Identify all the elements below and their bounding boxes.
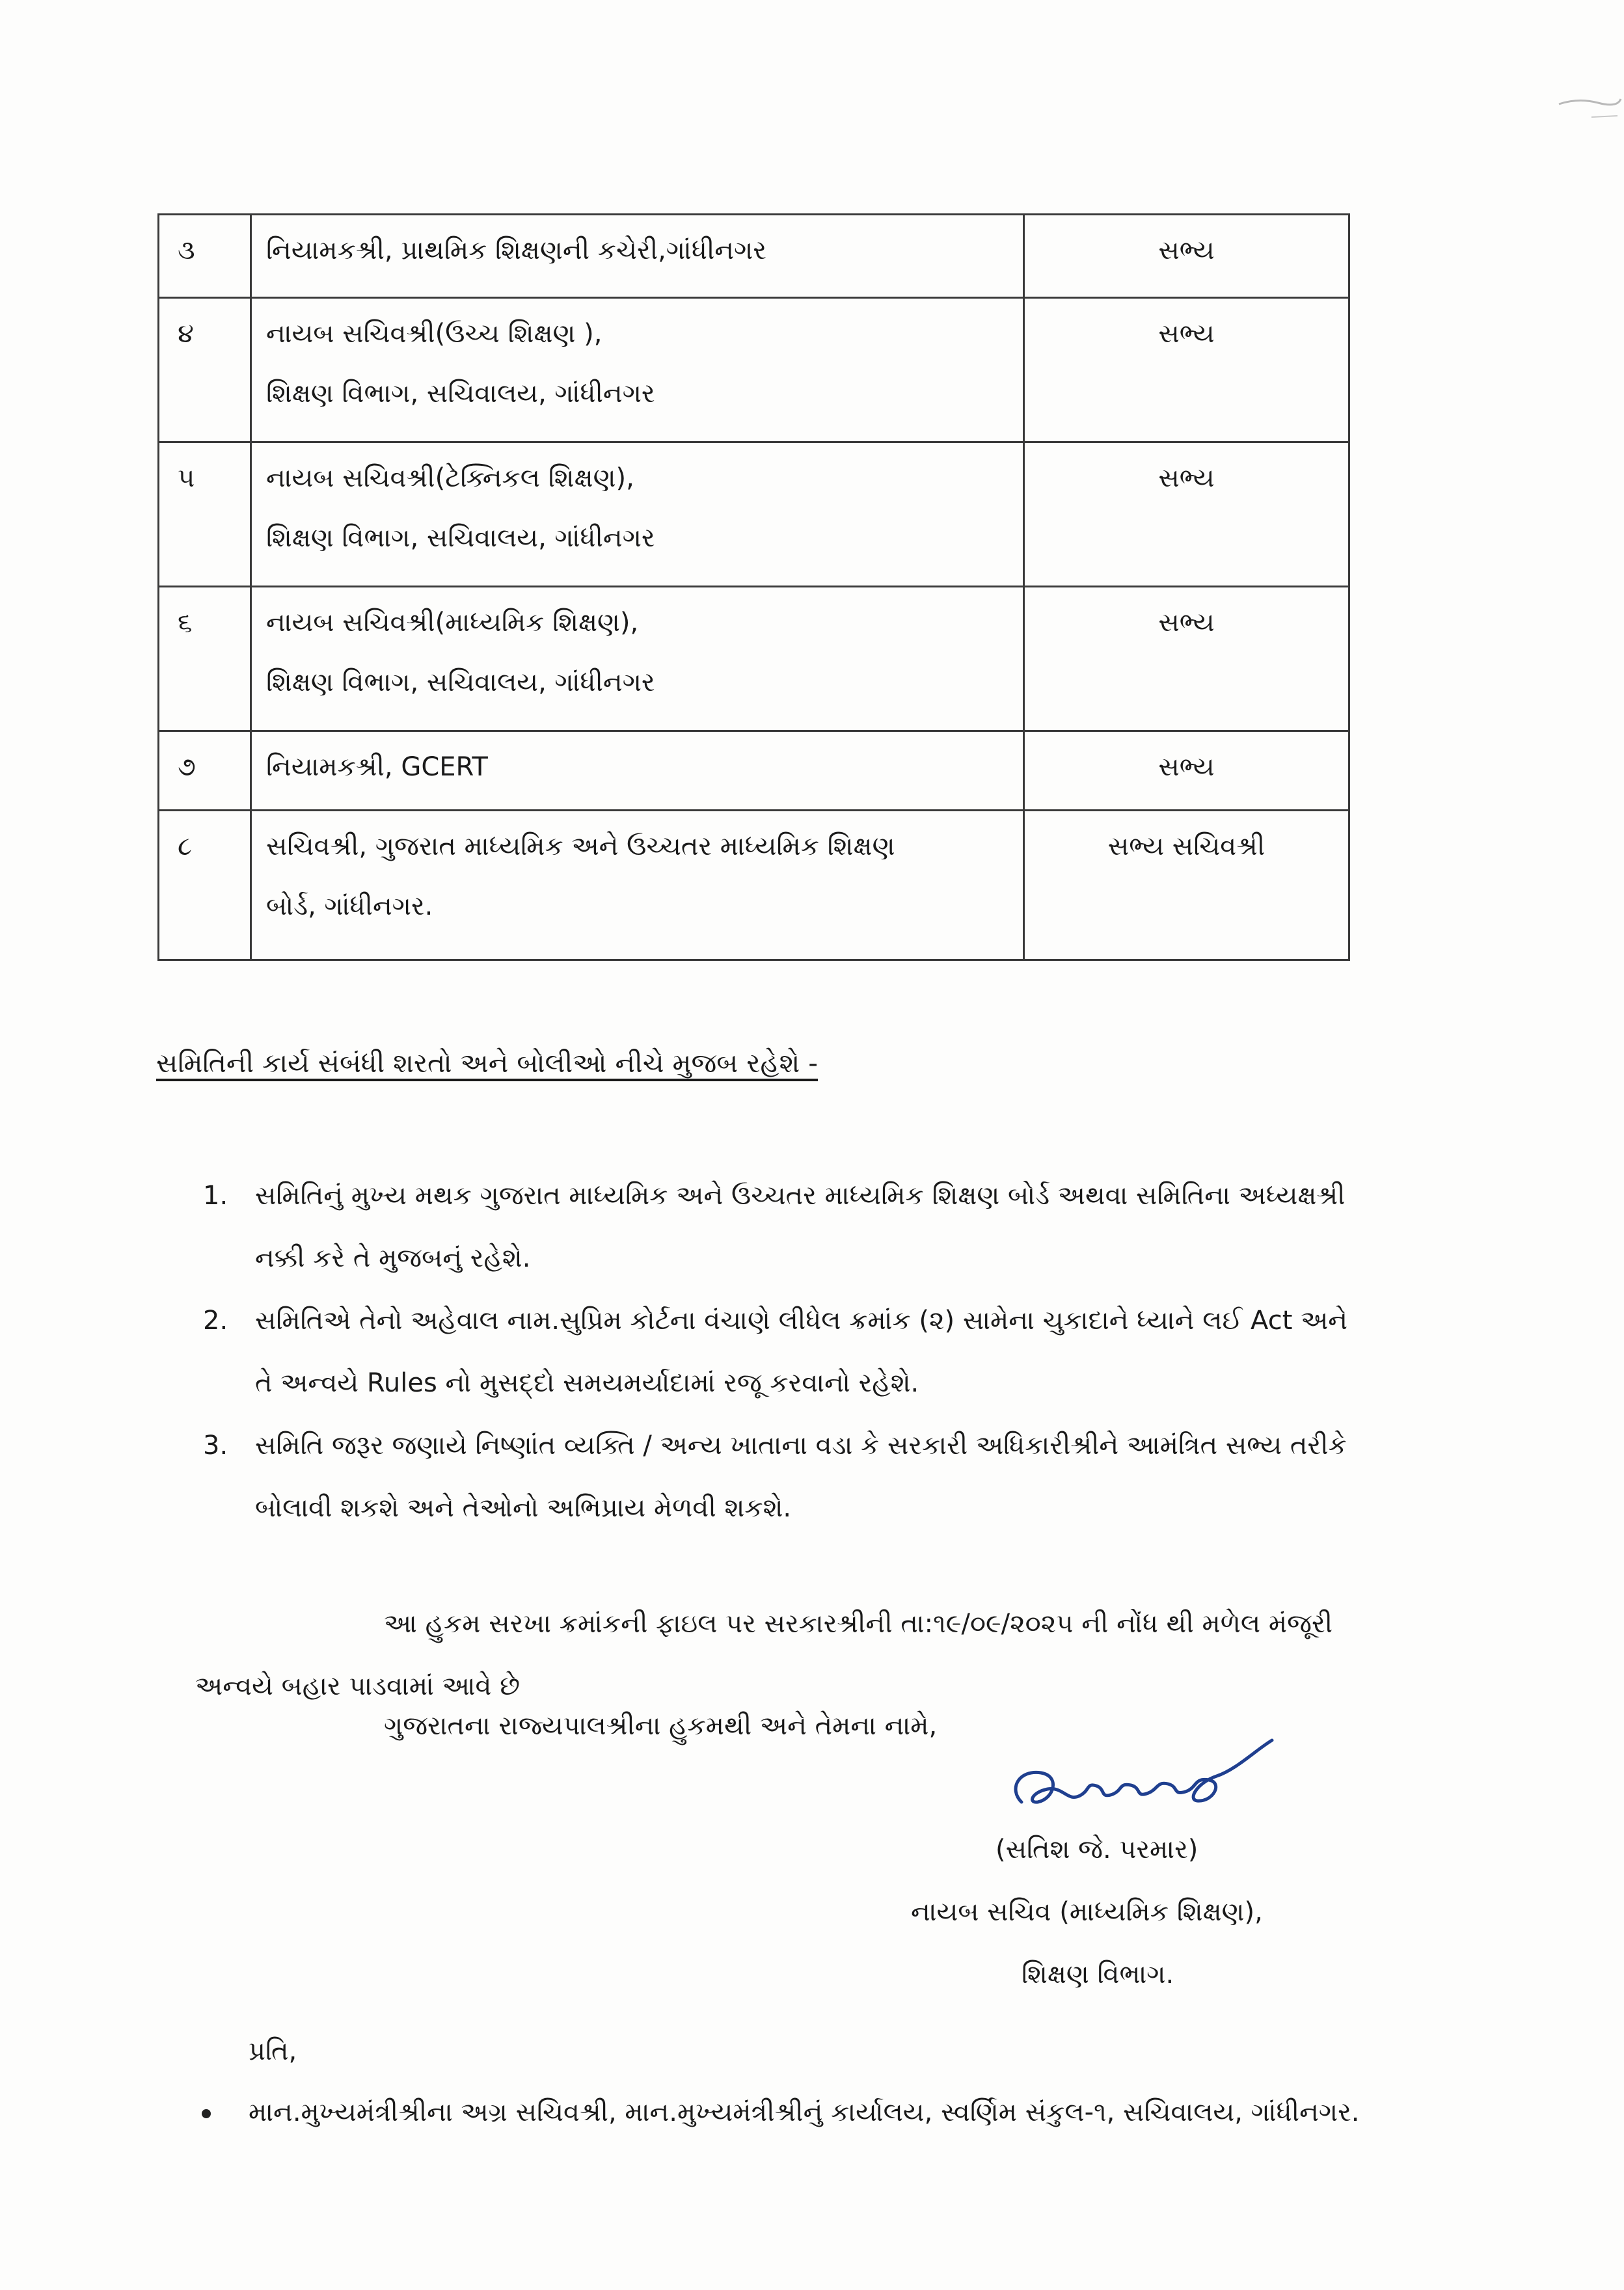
signatory-name: (સતિશ જે. પરમાર) bbox=[995, 1835, 1198, 1865]
member-role: સભ્ય bbox=[1024, 587, 1349, 731]
member-name-line: નિયામકશ્રી, GCERT bbox=[266, 752, 488, 782]
terms-heading: સમિતિની કાર્ય સંબંધી શરતો અને બોલીઓ નીચે મુજબ રહેશે - bbox=[156, 1047, 819, 1079]
order-paragraph bbox=[195, 1593, 1509, 1717]
bullet-icon bbox=[202, 2109, 211, 2118]
item-number: 1. bbox=[203, 1181, 228, 1211]
serial-number: ૩ bbox=[159, 215, 251, 298]
term-line: નક્કી કરે તે મુજબનું રહેશે. bbox=[255, 1243, 531, 1273]
serial-number: ૪ bbox=[159, 298, 251, 442]
table-row bbox=[159, 442, 1349, 587]
member-role: સભ્ય bbox=[1024, 731, 1349, 811]
serial-number: ૬ bbox=[159, 587, 251, 731]
list-item bbox=[195, 1289, 1522, 1414]
member-role: સભ્ય bbox=[1024, 442, 1349, 587]
member-name-line: શિક્ષણ વિભાગ, સચિવાલય, ગાંધીનગર bbox=[266, 379, 655, 409]
terms-list bbox=[195, 1165, 1522, 1539]
member-name-line: શિક્ષણ વિભાગ, સચિવાલય, ગાંધીનગર bbox=[266, 523, 655, 553]
member-name bbox=[251, 442, 1024, 587]
serial-number: ૫ bbox=[159, 442, 251, 587]
member-name-line: નાયબ સચિવશ્રી(ઉચ્ચ શિક્ષણ ), bbox=[266, 319, 602, 349]
serial-number: ૭ bbox=[159, 731, 251, 811]
list-item bbox=[195, 1414, 1522, 1539]
signatory-title: નાયબ સચિવ (માધ્યમિક શિક્ષણ), bbox=[911, 1897, 1263, 1927]
signatory-department: શિક્ષણ વિભાગ. bbox=[1022, 1960, 1174, 1989]
term-line: બોલાવી શકશે અને તેઓનો અભિપ્રાય મેળવી શકશે. bbox=[255, 1493, 792, 1523]
member-name-line: નિયામકશ્રી, પ્રાથમિક શિક્ષણની કચેરી,ગાંધીનગર bbox=[266, 236, 766, 265]
member-name bbox=[251, 215, 1024, 298]
member-role: સભ્ય સચિવશ્રી bbox=[1024, 811, 1349, 960]
recipients-list bbox=[202, 2097, 1359, 2127]
recipient-text: માન.મુખ્યમંત્રીશ્રીના અગ્ર સચિવશ્રી, માન.મુખ્યમંત્રીશ્રીનું કાર્યાલય, સ્વર્ણિમ સંકુલ-૧, સચિવાલય, ગાંધીનગર. bbox=[249, 2097, 1360, 2127]
term-line: સમિતિએ તેનો અહેવાલ નામ.સુપ્રિમ કોર્ટના વંચાણે લીધેલ ક્રમાંક (૨) સામેના ચુકાદાને ધ્યાને લઈ Act અને bbox=[255, 1306, 1348, 1336]
order-line: આ હુકમ સરખા ક્રમાંકની ફાઇલ પર સરકારશ્રીની તા:૧૯/૦૯/૨૦૨૫ ની નોંધ થી મળેલ મંજૂરી bbox=[384, 1609, 1333, 1639]
list-item bbox=[195, 1165, 1522, 1289]
member-name bbox=[251, 298, 1024, 442]
table-row bbox=[159, 215, 1349, 298]
member-name bbox=[251, 731, 1024, 811]
order-line: અન્વયે બહાર પાડવામાં આવે છે bbox=[195, 1671, 521, 1701]
member-role: સભ્ય bbox=[1024, 215, 1349, 298]
member-name bbox=[251, 587, 1024, 731]
table-row bbox=[159, 811, 1349, 960]
member-name bbox=[251, 811, 1024, 960]
governor-order-line: ગુજરાતના રાજ્યપાલશ્રીના હુકમથી અને તેમના નામે, bbox=[384, 1711, 938, 1741]
table-row bbox=[159, 731, 1349, 811]
term-line: સમિતિ જરૂર જણાયે નિષ્ણાંત વ્યક્તિ / અન્ય ખાતાના વડા કે સરકારી અધિકારીશ્રીને આમંત્રિત સભ્ય તરીકે bbox=[255, 1431, 1347, 1461]
member-name-line: નાયબ સચિવશ્રી(માધ્યમિક શિક્ષણ), bbox=[266, 608, 639, 638]
serial-number: ૮ bbox=[159, 811, 251, 960]
item-number: 2. bbox=[203, 1306, 228, 1336]
member-name-line: શિક્ષણ વિભાગ, સચિવાલય, ગાંધીનગર bbox=[266, 667, 655, 697]
member-name-line: સચિવશ્રી, ગુજરાત માધ્યમિક અને ઉચ્ચતર માધ્યમિક શિક્ષણ bbox=[266, 831, 895, 861]
term-line: તે અન્વયે Rules નો મુસદ્દો સમયમર્યાદામાં રજૂ કરવાનો રહેશે. bbox=[255, 1368, 919, 1398]
committee-members-table bbox=[157, 213, 1350, 961]
table-row bbox=[159, 298, 1349, 442]
term-line: સમિતિનું મુખ્ય મથક ગુજરાત માધ્યમિક અને ઉચ્ચતર માધ્યમિક શિક્ષણ બોર્ડ અથવા સમિતિના અધ્યક્ષશ્રી bbox=[255, 1181, 1346, 1211]
member-role: સભ્ય bbox=[1024, 298, 1349, 442]
member-name-line: બોર્ડ, ગાંધીનગર. bbox=[266, 891, 433, 921]
table-row bbox=[159, 587, 1349, 731]
list-item bbox=[202, 2097, 1359, 2127]
member-name-line: નાયબ સચિવશ્રી(ટેક્નિકલ શિક્ષણ), bbox=[266, 463, 634, 493]
item-number: 3. bbox=[203, 1431, 228, 1461]
handwritten-signature bbox=[1002, 1731, 1282, 1828]
recipients-label: પ્રતિ, bbox=[249, 2036, 297, 2066]
corner-stamp-mark bbox=[1552, 85, 1624, 137]
